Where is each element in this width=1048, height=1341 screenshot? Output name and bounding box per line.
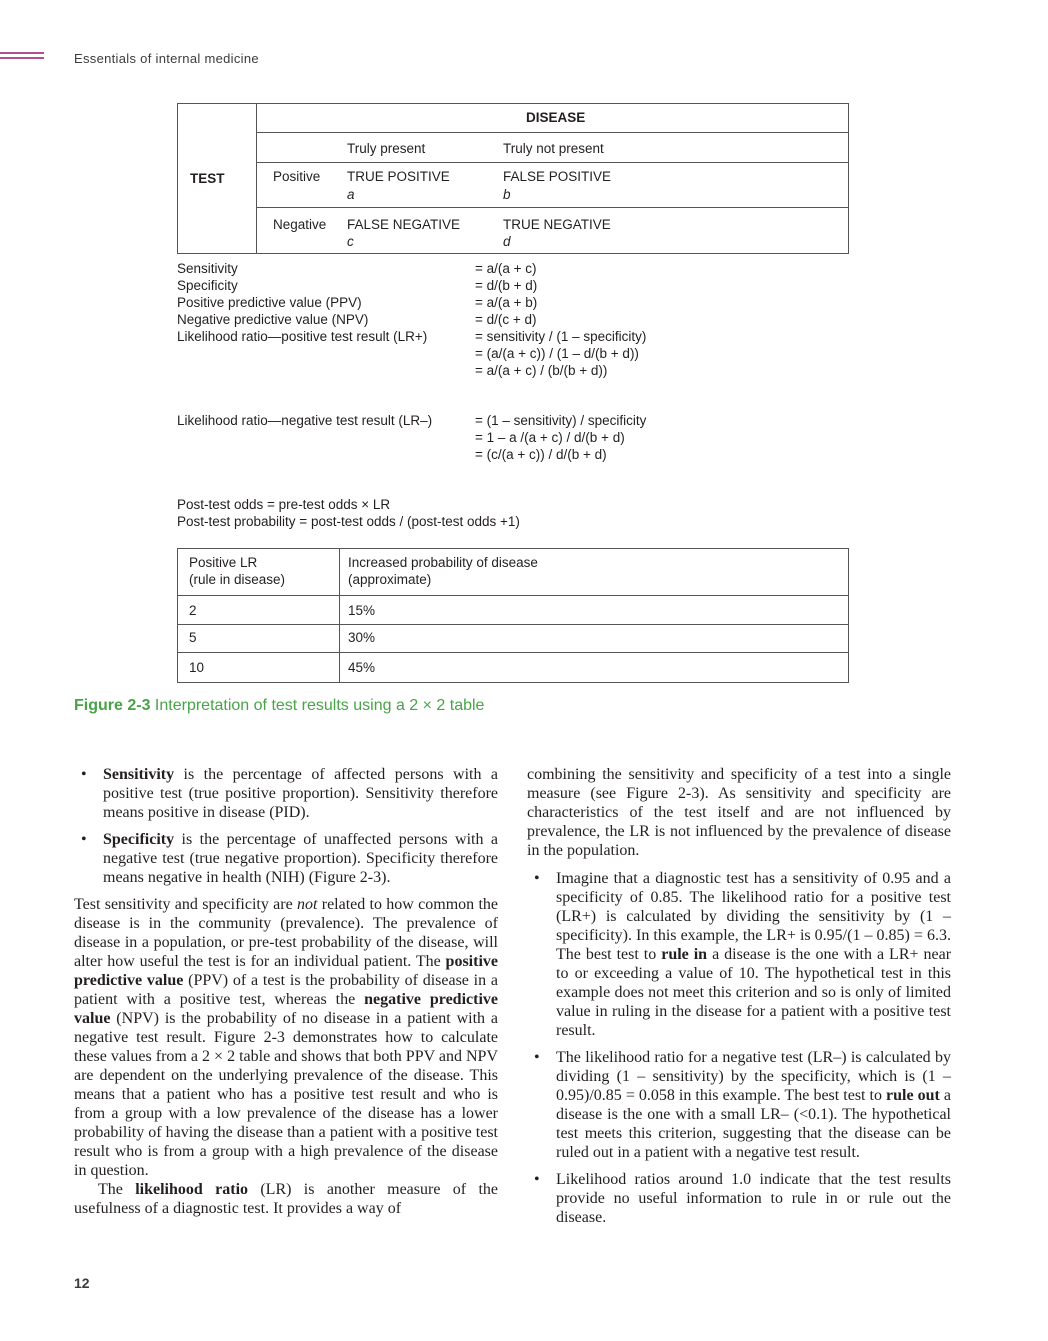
term-npv: negative predictive value bbox=[74, 991, 498, 1027]
post-test-probability: Post-test probability = post-test odds / (post-test odds +1) bbox=[177, 514, 520, 529]
bullet-icon: • bbox=[81, 766, 87, 783]
page-number: 12 bbox=[74, 1275, 90, 1291]
lr-row-1-value: 2 bbox=[189, 603, 197, 618]
bullet-icon: • bbox=[534, 870, 540, 887]
letter-b: b bbox=[503, 187, 511, 202]
term-ppv: positive predictive value bbox=[74, 953, 498, 989]
figure-caption bbox=[74, 697, 484, 715]
text-run: (PPV) of a test is the probability of disease in a patient with a positive test, whereas the bbox=[74, 972, 499, 1008]
lr-positive-formula-2: = (a/(a + c)) / (1 – d/(b + d)) bbox=[475, 346, 639, 361]
disease-header: DISEASE bbox=[526, 110, 586, 125]
term-rule-out: rule out bbox=[886, 1087, 940, 1104]
lr-row-3-prob: 45% bbox=[348, 660, 376, 675]
text-run: The bbox=[98, 1181, 136, 1198]
true-negative: TRUE NEGATIVE bbox=[503, 217, 611, 232]
text-run: The likelihood ratio for a negative test (LR–) is calculated by dividing (1 – sensitivity) by the specificity, which is (1 – 0.95)/0.85 = 0.058 in this example. The best test to bbox=[556, 1049, 951, 1104]
header-accent-rule bbox=[0, 52, 44, 64]
list-item bbox=[527, 869, 951, 1040]
term-rule-in: rule in bbox=[661, 946, 708, 963]
letter-d: d bbox=[503, 234, 511, 249]
true-positive: TRUE POSITIVE bbox=[347, 169, 450, 184]
text-run: (NPV) is the probability of no disease in a patient with a negative test result. Figure 2-3 demonstrates how to calculate these values from a 2 × 2 table and shows that both PPV and NPV are dependent on the underlying prevalence of the disease. This means that a patient who has a positive test result and who is from a group with a low prevalence of the disease has a lower probability of having the disease than a patient with a positive test result who is from a group with a high prevalence of the disease in question. bbox=[74, 1010, 498, 1179]
sensitivity-definition: is the percentage of affected persons with a positive test (true positive proportion). Sensitivity therefore means positive in disease (PID). bbox=[103, 766, 498, 821]
specificity-label: Specificity bbox=[177, 278, 238, 293]
lr-row-2-prob: 30% bbox=[348, 630, 376, 645]
right-column bbox=[527, 765, 951, 1235]
two-by-two-table bbox=[177, 103, 849, 254]
text-run: Imagine that a diagnostic test has a sensitivity of 0.95 and a specificity of 0.85. The likelihood ratio for a positive test (LR+) is calculated by dividing the sensitivity by (1 – specificity). In this example, the LR+ is 0.95/(1 – 0.85) = 6.3. The best test to bbox=[556, 870, 951, 963]
left-column bbox=[74, 765, 498, 1218]
row-negative-label: Negative bbox=[273, 217, 327, 232]
paragraph-lr-continued: combining the sensitivity and specificity of a test into a single measure (see Figure 2-3). As sensitivity and specificity are characteristics of the test itself and are not influenced by prevalence, the LR is not influenced by the prevalence of disease in the population. bbox=[527, 766, 951, 859]
running-head: Essentials of internal medicine bbox=[74, 51, 259, 66]
emphasis-not: not bbox=[296, 896, 318, 913]
test-label: TEST bbox=[190, 171, 225, 186]
false-positive: FALSE POSITIVE bbox=[503, 169, 612, 184]
text-run: a disease is the one with a LR+ near to or exceeding a value of 10. The hypothetical test in this example does not meet this criterion and so is only of limited value in ruling in the disease for a patient with a positive test result. bbox=[556, 946, 952, 1039]
lr-header-2a: Increased probability of disease bbox=[348, 555, 538, 570]
lr-negative-label: Likelihood ratio—negative test result (LR–) bbox=[177, 413, 433, 428]
false-negative: FALSE NEGATIVE bbox=[347, 217, 461, 232]
text-run: a disease is the one with a small LR– (<0.1). The hypothetical test meets this criterion, suggesting that the disease can be ruled out in a patient with a negative test result. bbox=[556, 1087, 952, 1161]
lr-positive-formula-3: = a/(a + c) / (b/(b + d)) bbox=[475, 363, 608, 378]
likelihood-ratio-table bbox=[177, 548, 849, 683]
ppv-formula: = a/(a + b) bbox=[475, 295, 538, 310]
list-item bbox=[527, 1048, 951, 1162]
lr-negative-formula-1: = (1 – sensitivity) / specificity bbox=[475, 413, 647, 428]
lr-positive-formula-1: = sensitivity / (1 – specificity) bbox=[475, 329, 647, 344]
lr-positive-label: Likelihood ratio—positive test result (LR+) bbox=[177, 329, 428, 344]
text-run: Likelihood ratios around 1.0 indicate that the test results provide no useful information to rule in or rule out the disease. bbox=[556, 1171, 951, 1226]
lr-negative-formula-3: = (c/(a + c)) / d/(b + d) bbox=[475, 447, 607, 462]
text-run: Test sensitivity and specificity are bbox=[74, 896, 297, 913]
post-test-odds: Post-test odds = pre-test odds × LR bbox=[177, 497, 391, 512]
npv-formula: = d/(c + d) bbox=[475, 312, 537, 327]
lr-row-3-value: 10 bbox=[189, 660, 205, 675]
sensitivity-label: Sensitivity bbox=[177, 261, 238, 276]
text-run: (LR) is another measure of the usefulness of a diagnostic test. It provides a way of bbox=[74, 1181, 498, 1217]
lr-header-1a: Positive LR bbox=[189, 555, 258, 570]
letter-a: a bbox=[347, 187, 355, 202]
list-item bbox=[74, 830, 498, 887]
lr-row-1-prob: 15% bbox=[348, 603, 376, 618]
col-truly-not-present: Truly not present bbox=[503, 141, 604, 156]
letter-c: c bbox=[347, 234, 354, 249]
specificity-definition: is the percentage of unaffected persons with a negative test (true negative proportion). Specificity therefore means negative in health (NIH) (Figure 2-3). bbox=[103, 831, 498, 886]
specificity-formula: = d/(b + d) bbox=[475, 278, 538, 293]
term-sensitivity: Sensitivity bbox=[103, 766, 175, 783]
paragraph-likelihood-ratio bbox=[74, 1180, 498, 1218]
lr-header-1b: (rule in disease) bbox=[189, 572, 286, 587]
sensitivity-formula: = a/(a + c) bbox=[475, 261, 537, 276]
figure-caption-label: Figure 2-3 bbox=[74, 697, 151, 714]
bullet-icon: • bbox=[534, 1171, 540, 1188]
list-item bbox=[527, 1170, 951, 1227]
lr-negative-formula-2: = 1 – a /(a + c) / d/(b + d) bbox=[475, 430, 625, 445]
row-positive-label: Positive bbox=[273, 169, 321, 184]
term-likelihood-ratio: likelihood ratio bbox=[135, 1181, 249, 1198]
ppv-label: Positive predictive value (PPV) bbox=[177, 295, 362, 310]
list-item bbox=[74, 765, 498, 822]
col-truly-present: Truly present bbox=[347, 141, 426, 156]
term-specificity: Specificity bbox=[103, 831, 175, 848]
bullet-icon: • bbox=[534, 1049, 540, 1066]
npv-label: Negative predictive value (NPV) bbox=[177, 312, 369, 327]
paragraph-predictive-values bbox=[74, 895, 498, 1180]
text-run: related to how common the disease is in the community (prevalence). The prevalence of disease in a population, or pre-test probability of the disease, will alter how useful the test is for an individual patient. The bbox=[74, 896, 499, 970]
lr-header-2b: (approximate) bbox=[348, 572, 432, 587]
figure-caption-text: Interpretation of test results using a 2 × 2 table bbox=[154, 697, 485, 714]
lr-row-2-value: 5 bbox=[189, 630, 197, 645]
bullet-icon: • bbox=[81, 831, 87, 848]
